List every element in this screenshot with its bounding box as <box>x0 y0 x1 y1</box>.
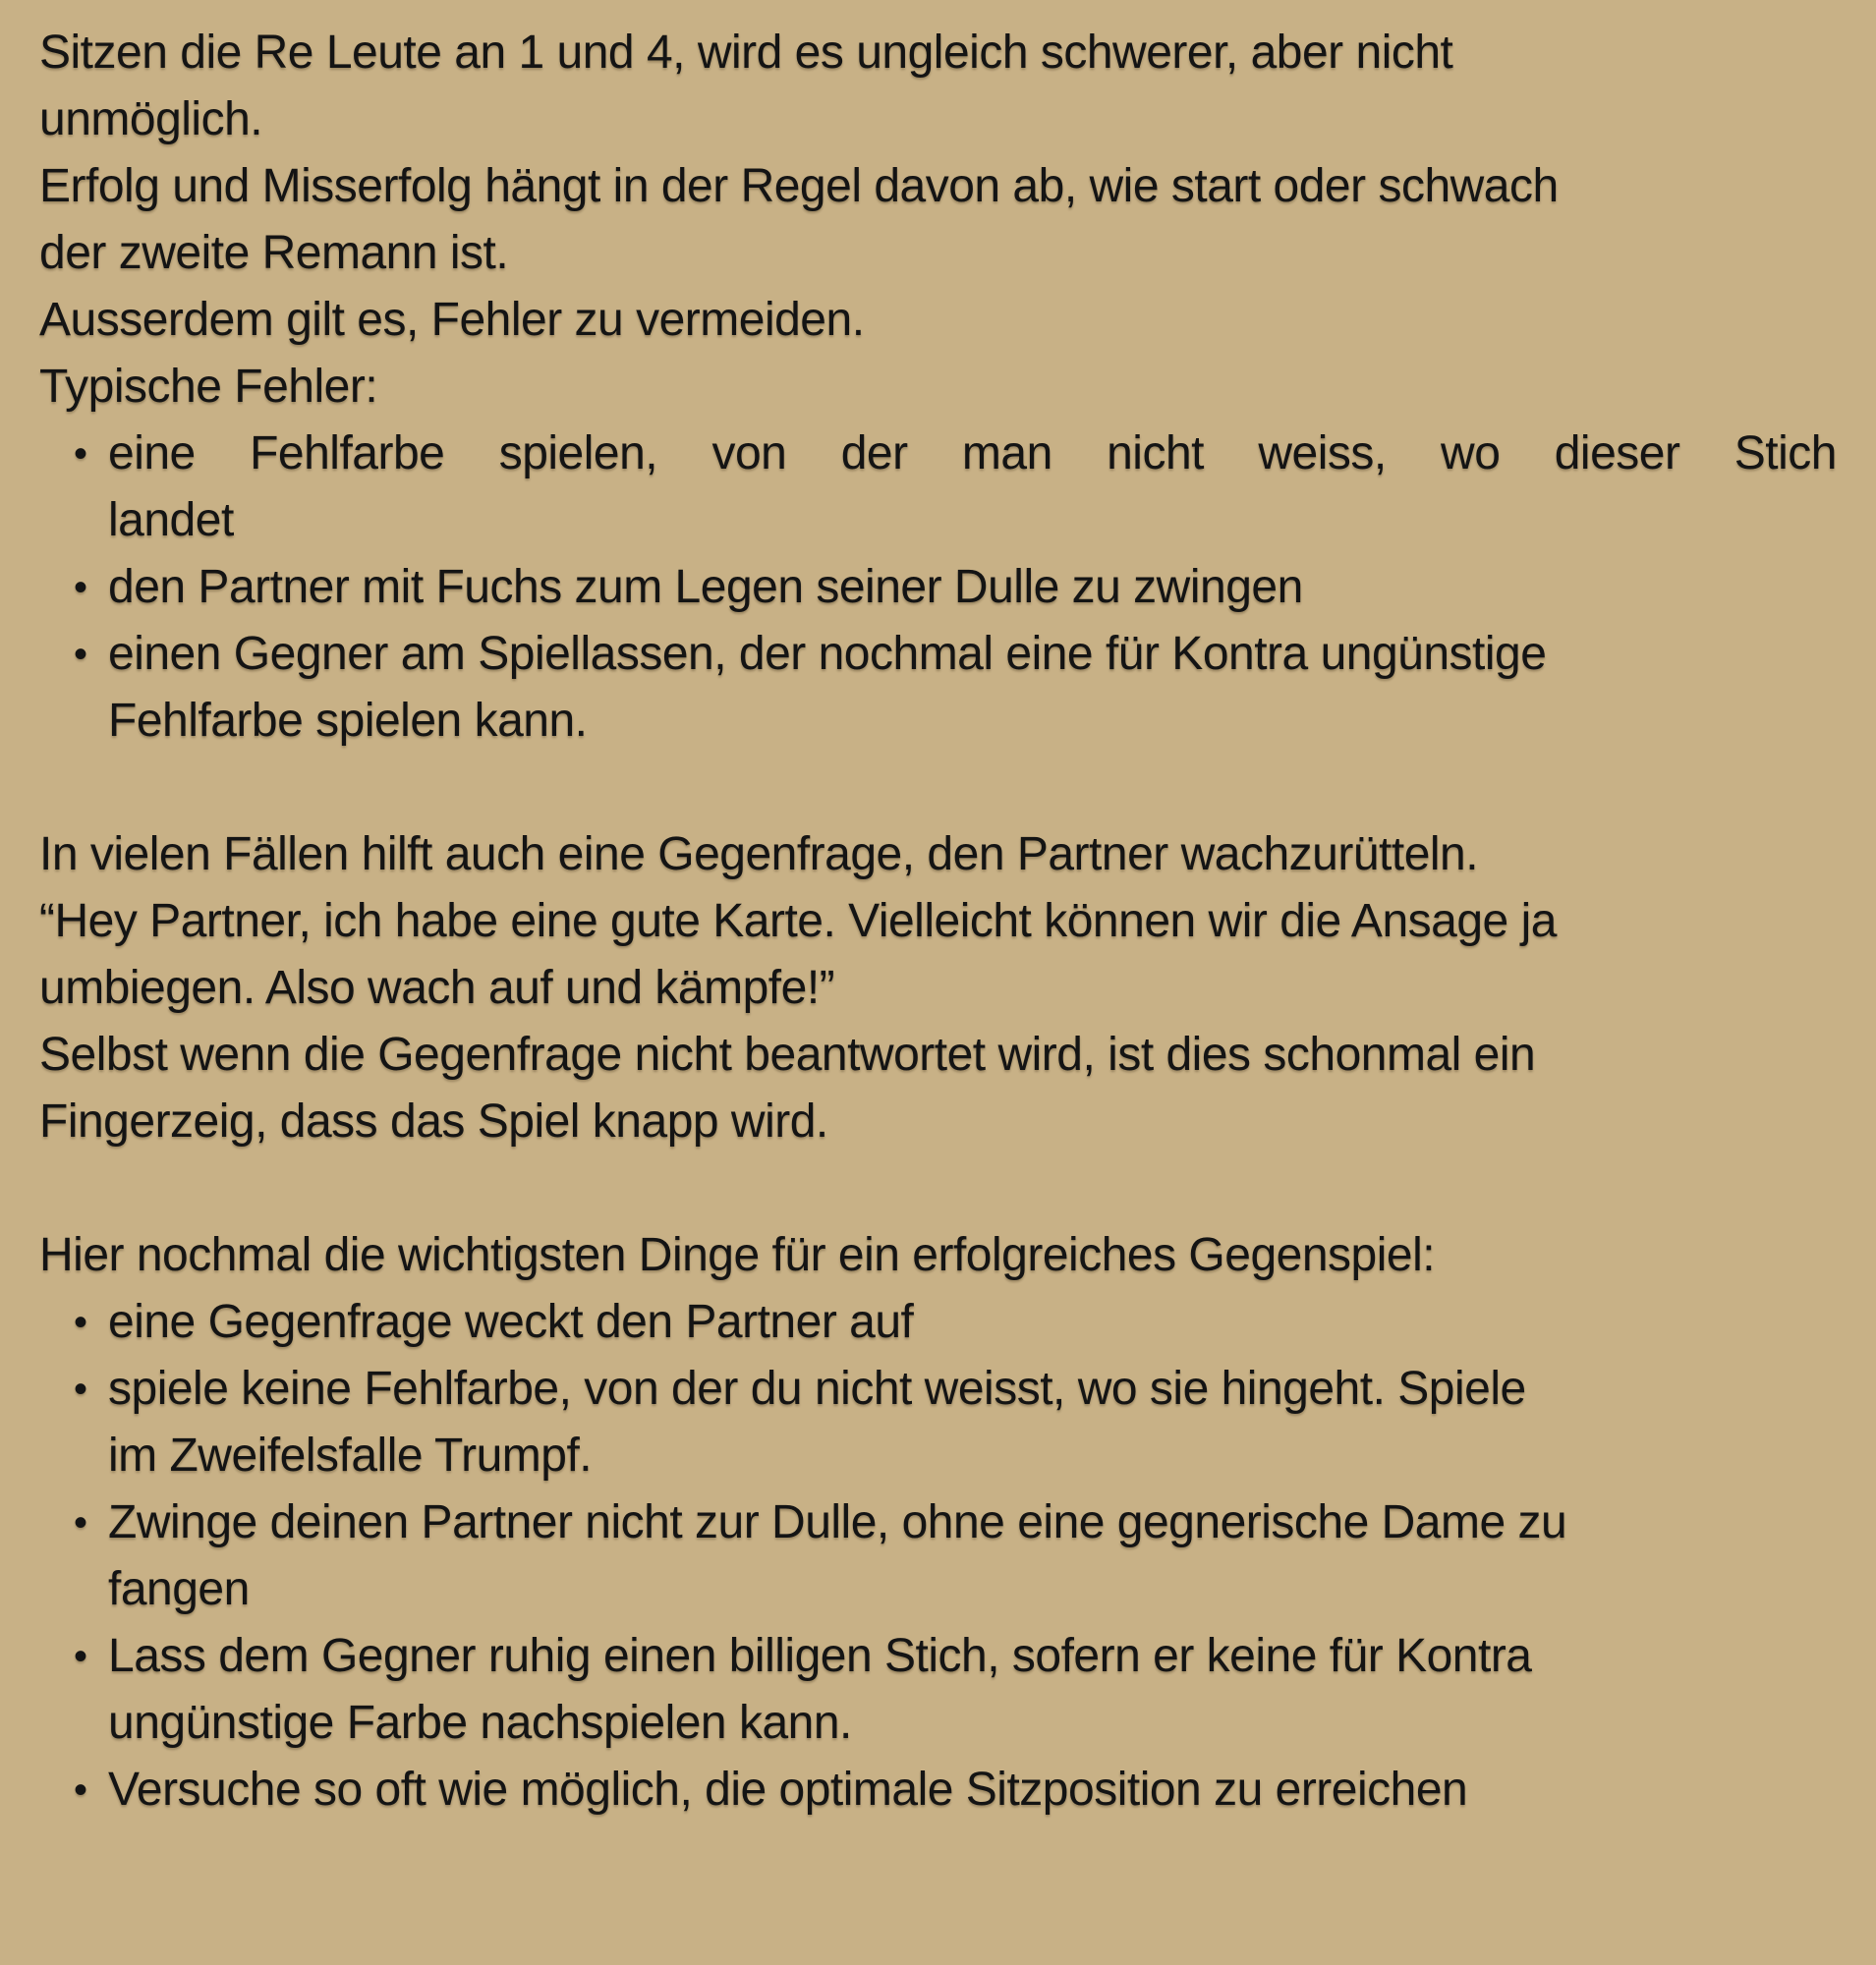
bullet-marker: • <box>74 1768 87 1812</box>
bullet-marker: • <box>74 1501 87 1544</box>
blank-line <box>39 755 1837 821</box>
bullet-item <box>39 621 1837 688</box>
text-line: Fingerzeig, dass das Spiel knapp wird. <box>39 1095 828 1148</box>
bullet-item <box>39 421 1837 487</box>
bullet-marker: • <box>74 1635 87 1678</box>
bullet-marker: • <box>74 633 87 676</box>
bullet-item <box>39 554 1837 621</box>
bullet-item <box>39 1489 1837 1556</box>
bullet-continuation-line: fangen <box>108 1563 250 1615</box>
quote-line: umbiegen. Also wach auf und kämpfe!” <box>39 962 835 1014</box>
bullet-marker: • <box>74 566 87 609</box>
bullet-item <box>39 1757 1837 1824</box>
section-label: Hier nochmal die wichtigsten Dinge für ein erfolgreiches Gegenspiel: <box>39 1229 1436 1281</box>
text-line: Selbst wenn die Gegenfrage nicht beantwortet wird, ist dies schonmal ein <box>39 1029 1536 1081</box>
bullet-continuation-line: im Zweifelsfalle Trumpf. <box>108 1430 593 1482</box>
bullet-marker: • <box>74 432 87 476</box>
bullet-text: Zwinge deinen Partner nicht zur Dulle, ohne eine gegnerische Dame zu <box>108 1496 1567 1548</box>
text-line: unmöglich. <box>39 93 263 145</box>
blank-line <box>39 1155 1837 1222</box>
bullet-text: eine Gegenfrage weckt den Partner auf <box>108 1296 914 1348</box>
text-line: der zweite Remann ist. <box>39 227 509 279</box>
bullet-item <box>39 1356 1837 1423</box>
bullet-item <box>39 1289 1837 1356</box>
bullet-text: spiele keine Fehlfarbe, von der du nicht weisst, wo sie hingeht. Spiele <box>108 1363 1526 1415</box>
bullet-text: einen Gegner am Spiellassen, der nochmal eine für Kontra ungünstige <box>108 628 1547 680</box>
text-line: Sitzen die Re Leute an 1 und 4, wird es ungleich schwerer, aber nicht <box>39 27 1453 79</box>
bullet-text: Lass dem Gegner ruhig einen billigen Stich, sofern er keine für Kontra <box>108 1630 1532 1682</box>
bullet-text: Versuche so oft wie möglich, die optimale Sitzposition zu erreichen <box>108 1764 1468 1816</box>
section-label: Typische Fehler: <box>39 361 378 413</box>
bullet-marker: • <box>74 1301 87 1344</box>
quote-line: “Hey Partner, ich habe eine gute Karte. Vielleicht können wir die Ansage ja <box>39 895 1557 947</box>
bullet-continuation-line: landet <box>108 494 234 546</box>
text-line: In vielen Fällen hilft auch eine Gegenfrage, den Partner wachzurütteln. <box>39 828 1479 880</box>
bullet-text: eine Fehlfarbe spielen, von der man nicht weiss, wo dieser Stich <box>108 427 1837 479</box>
bullet-item <box>39 1623 1837 1690</box>
bullet-continuation-line: ungünstige Farbe nachspielen kann. <box>108 1697 852 1749</box>
bullet-marker: • <box>74 1368 87 1411</box>
text-line: Ausserdem gilt es, Fehler zu vermeiden. <box>39 294 865 346</box>
bullet-text: den Partner mit Fuchs zum Legen seiner Dulle zu zwingen <box>108 561 1303 613</box>
text-line: Erfolg und Misserfolg hängt in der Regel davon ab, wie start oder schwach <box>39 160 1559 212</box>
bullet-continuation-line: Fehlfarbe spielen kann. <box>108 695 588 747</box>
